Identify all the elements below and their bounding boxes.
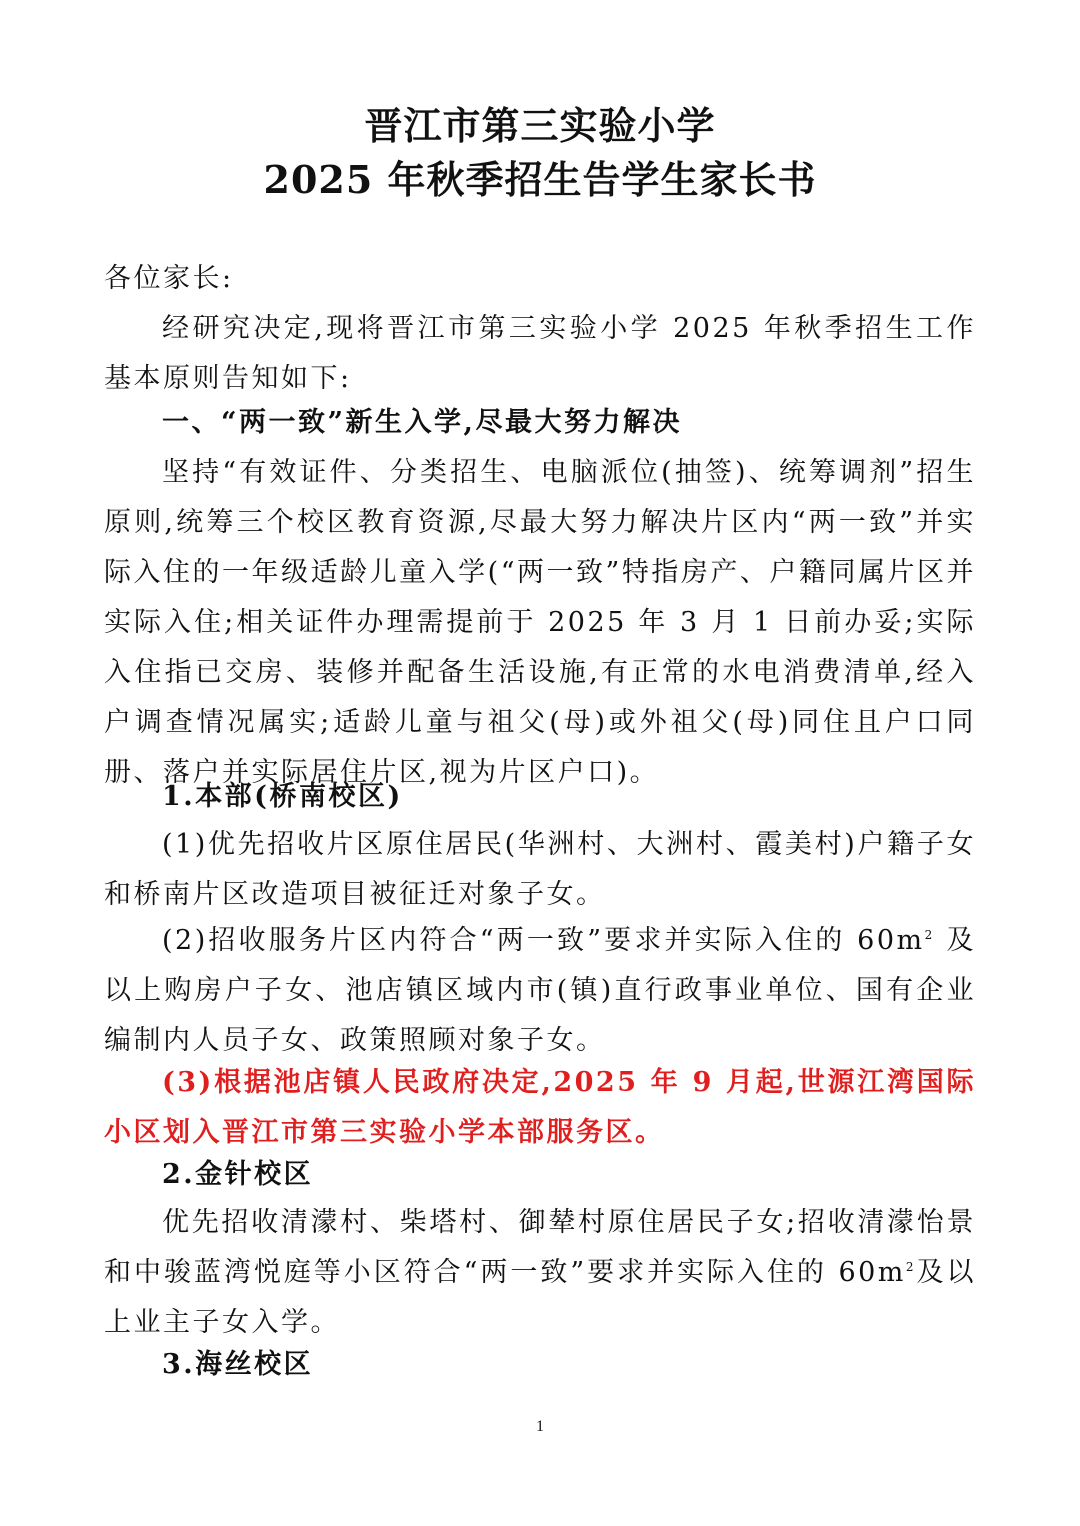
document-title-line2: 2025 年秋季招生告学生家长书 xyxy=(263,157,817,202)
campus2-body xyxy=(104,1198,976,1348)
document-title-line1: 晋江市第三实验小学 xyxy=(364,103,716,148)
campus1-item2-text-a: (2)招收服务片区内符合“两一致”要求并实际入住的 60m xyxy=(162,925,925,956)
campus1-item2-superscript: 2 xyxy=(924,928,935,942)
section1-heading: 一、“两一致”新生入学,尽最大努力解决 xyxy=(162,407,682,438)
campus2-body-superscript: 2 xyxy=(905,1260,917,1274)
campus1-item1: (1)优先招收片区原住居民(华洲村、大洲村、霞美村)户籍子女和桥南片区改造项目被征迁对象子女。 xyxy=(104,829,976,910)
section1-body: 坚持“有效证件、分类招生、电脑派位(抽签)、统筹调剂”招生原则,统筹三个校区教育资源,尽最大努力解决片区内“两一致”并实际入住的一年级适龄儿童入学(“两一致”特指房产、户籍同属片区并实际入住;相关证件办理需提前于 2025 年 3 月 1 日前办妥;实际入住指已交房、装修并配备生活设施,有正常的水电消费清单,经入户调查情况属实;适龄儿童与祖父(母)或外祖父(母)同住且户口同册、落户并实际居住片区,视为片区户口)。 xyxy=(104,457,976,788)
campus3-heading: 3.海丝校区 xyxy=(162,1349,314,1380)
campus1-item3-highlight: (3)根据池店镇人民政府决定,2025 年 9 月起,世源江湾国际小区划入晋江市第三实验小学本部服务区。 xyxy=(104,1067,976,1148)
page-number: 1 xyxy=(536,1418,544,1435)
salutation: 各位家长: xyxy=(104,263,234,294)
campus2-body-text-a: 优先招收清濛村、柴塔村、御辇村原住居民子女;招收清濛怡景和中骏蓝湾悦庭等小区符合“两一致”要求并实际入住的 60m xyxy=(104,1207,976,1288)
campus1-item2-text-b: 及以上购房户子女、池店镇区域内市(镇)直行政事业单位、国有企业编制内人员子女、政策照顾对象子女。 xyxy=(104,925,976,1056)
intro-paragraph: 经研究决定,现将晋江市第三实验小学 2025 年秋季招生工作基本原则告知如下: xyxy=(104,313,976,394)
campus2-body-text-b: 及以上业主子女入学。 xyxy=(104,1257,977,1338)
campus1-item2 xyxy=(104,916,976,1066)
campus1-heading: 1.本部(桥南校区) xyxy=(162,781,403,812)
campus2-heading: 2.金针校区 xyxy=(162,1159,314,1190)
